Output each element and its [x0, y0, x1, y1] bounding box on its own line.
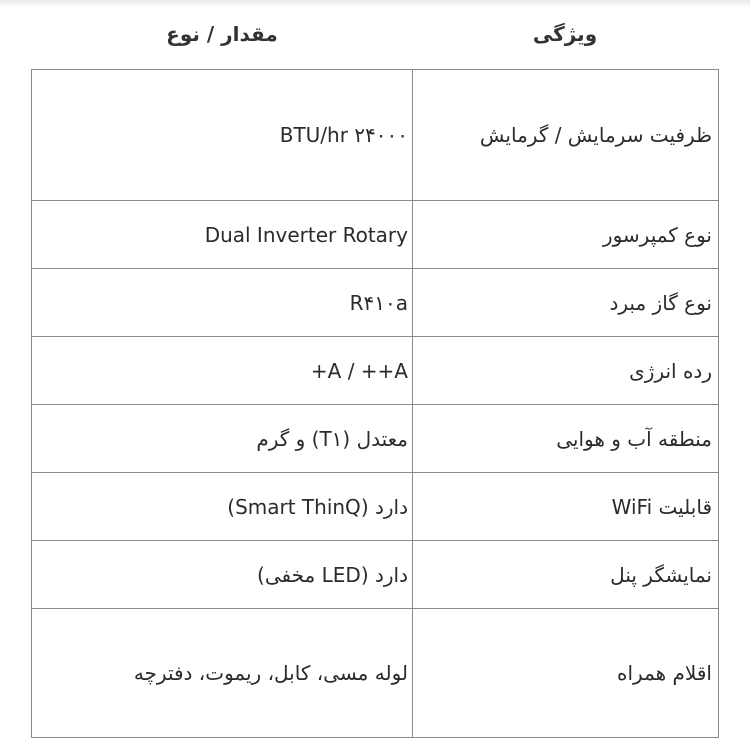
- feature-cell: [412, 337, 718, 404]
- table-row: [32, 201, 718, 269]
- table-row: [32, 405, 718, 473]
- feature-text: رده انرژی: [629, 358, 712, 383]
- feature-text: نوع گاز مبرد: [609, 290, 712, 315]
- value-cell: [32, 473, 412, 540]
- feature-text: ظرفیت سرمایش / گرمایش: [479, 123, 712, 147]
- feature-cell: [412, 541, 718, 608]
- feature-cell: [412, 269, 718, 336]
- value-text: لوله مسی، کابل، ریموت، دفترچه: [133, 661, 408, 685]
- feature-cell: [412, 201, 718, 268]
- feature-text: اقلام همراه: [617, 661, 712, 685]
- table-row: [32, 337, 718, 405]
- table-grid: [31, 69, 719, 738]
- value-cell: [32, 269, 412, 336]
- table-row: [32, 269, 718, 337]
- value-cell: [32, 70, 412, 200]
- top-shadow: [0, 0, 750, 8]
- value-text: BTU/hr ۲۴۰۰۰: [279, 123, 408, 147]
- table-row: [32, 473, 718, 541]
- value-text: دارد (Smart ThinQ): [227, 494, 408, 519]
- table-header: [0, 14, 750, 54]
- value-cell: [32, 201, 412, 268]
- value-text: A / ++A+: [310, 358, 408, 383]
- value-text: R۴۱۰a: [349, 290, 408, 315]
- feature-cell: [412, 473, 718, 540]
- feature-text: منطقه آب و هوایی: [556, 426, 712, 451]
- value-text: معتدل (T۱) و گرم: [256, 426, 408, 451]
- feature-text: نوع کمپرسور: [602, 222, 712, 247]
- value-cell: [32, 609, 412, 737]
- feature-cell: [412, 609, 718, 737]
- table-row: [32, 541, 718, 609]
- header-feature: ویژگی: [532, 22, 598, 46]
- value-cell: [32, 405, 412, 472]
- header-value: مقدار / نوع: [166, 22, 278, 46]
- feature-cell: [412, 70, 718, 200]
- value-cell: [32, 541, 412, 608]
- table-row: [32, 70, 718, 201]
- value-cell: [32, 337, 412, 404]
- feature-text: نمایشگر پنل: [610, 562, 712, 587]
- value-text: Dual Inverter Rotary: [204, 222, 408, 247]
- table-row: [32, 609, 718, 737]
- feature-cell: [412, 405, 718, 472]
- feature-text: قابلیت WiFi: [611, 494, 712, 519]
- value-text: دارد (LED مخفی): [257, 562, 408, 587]
